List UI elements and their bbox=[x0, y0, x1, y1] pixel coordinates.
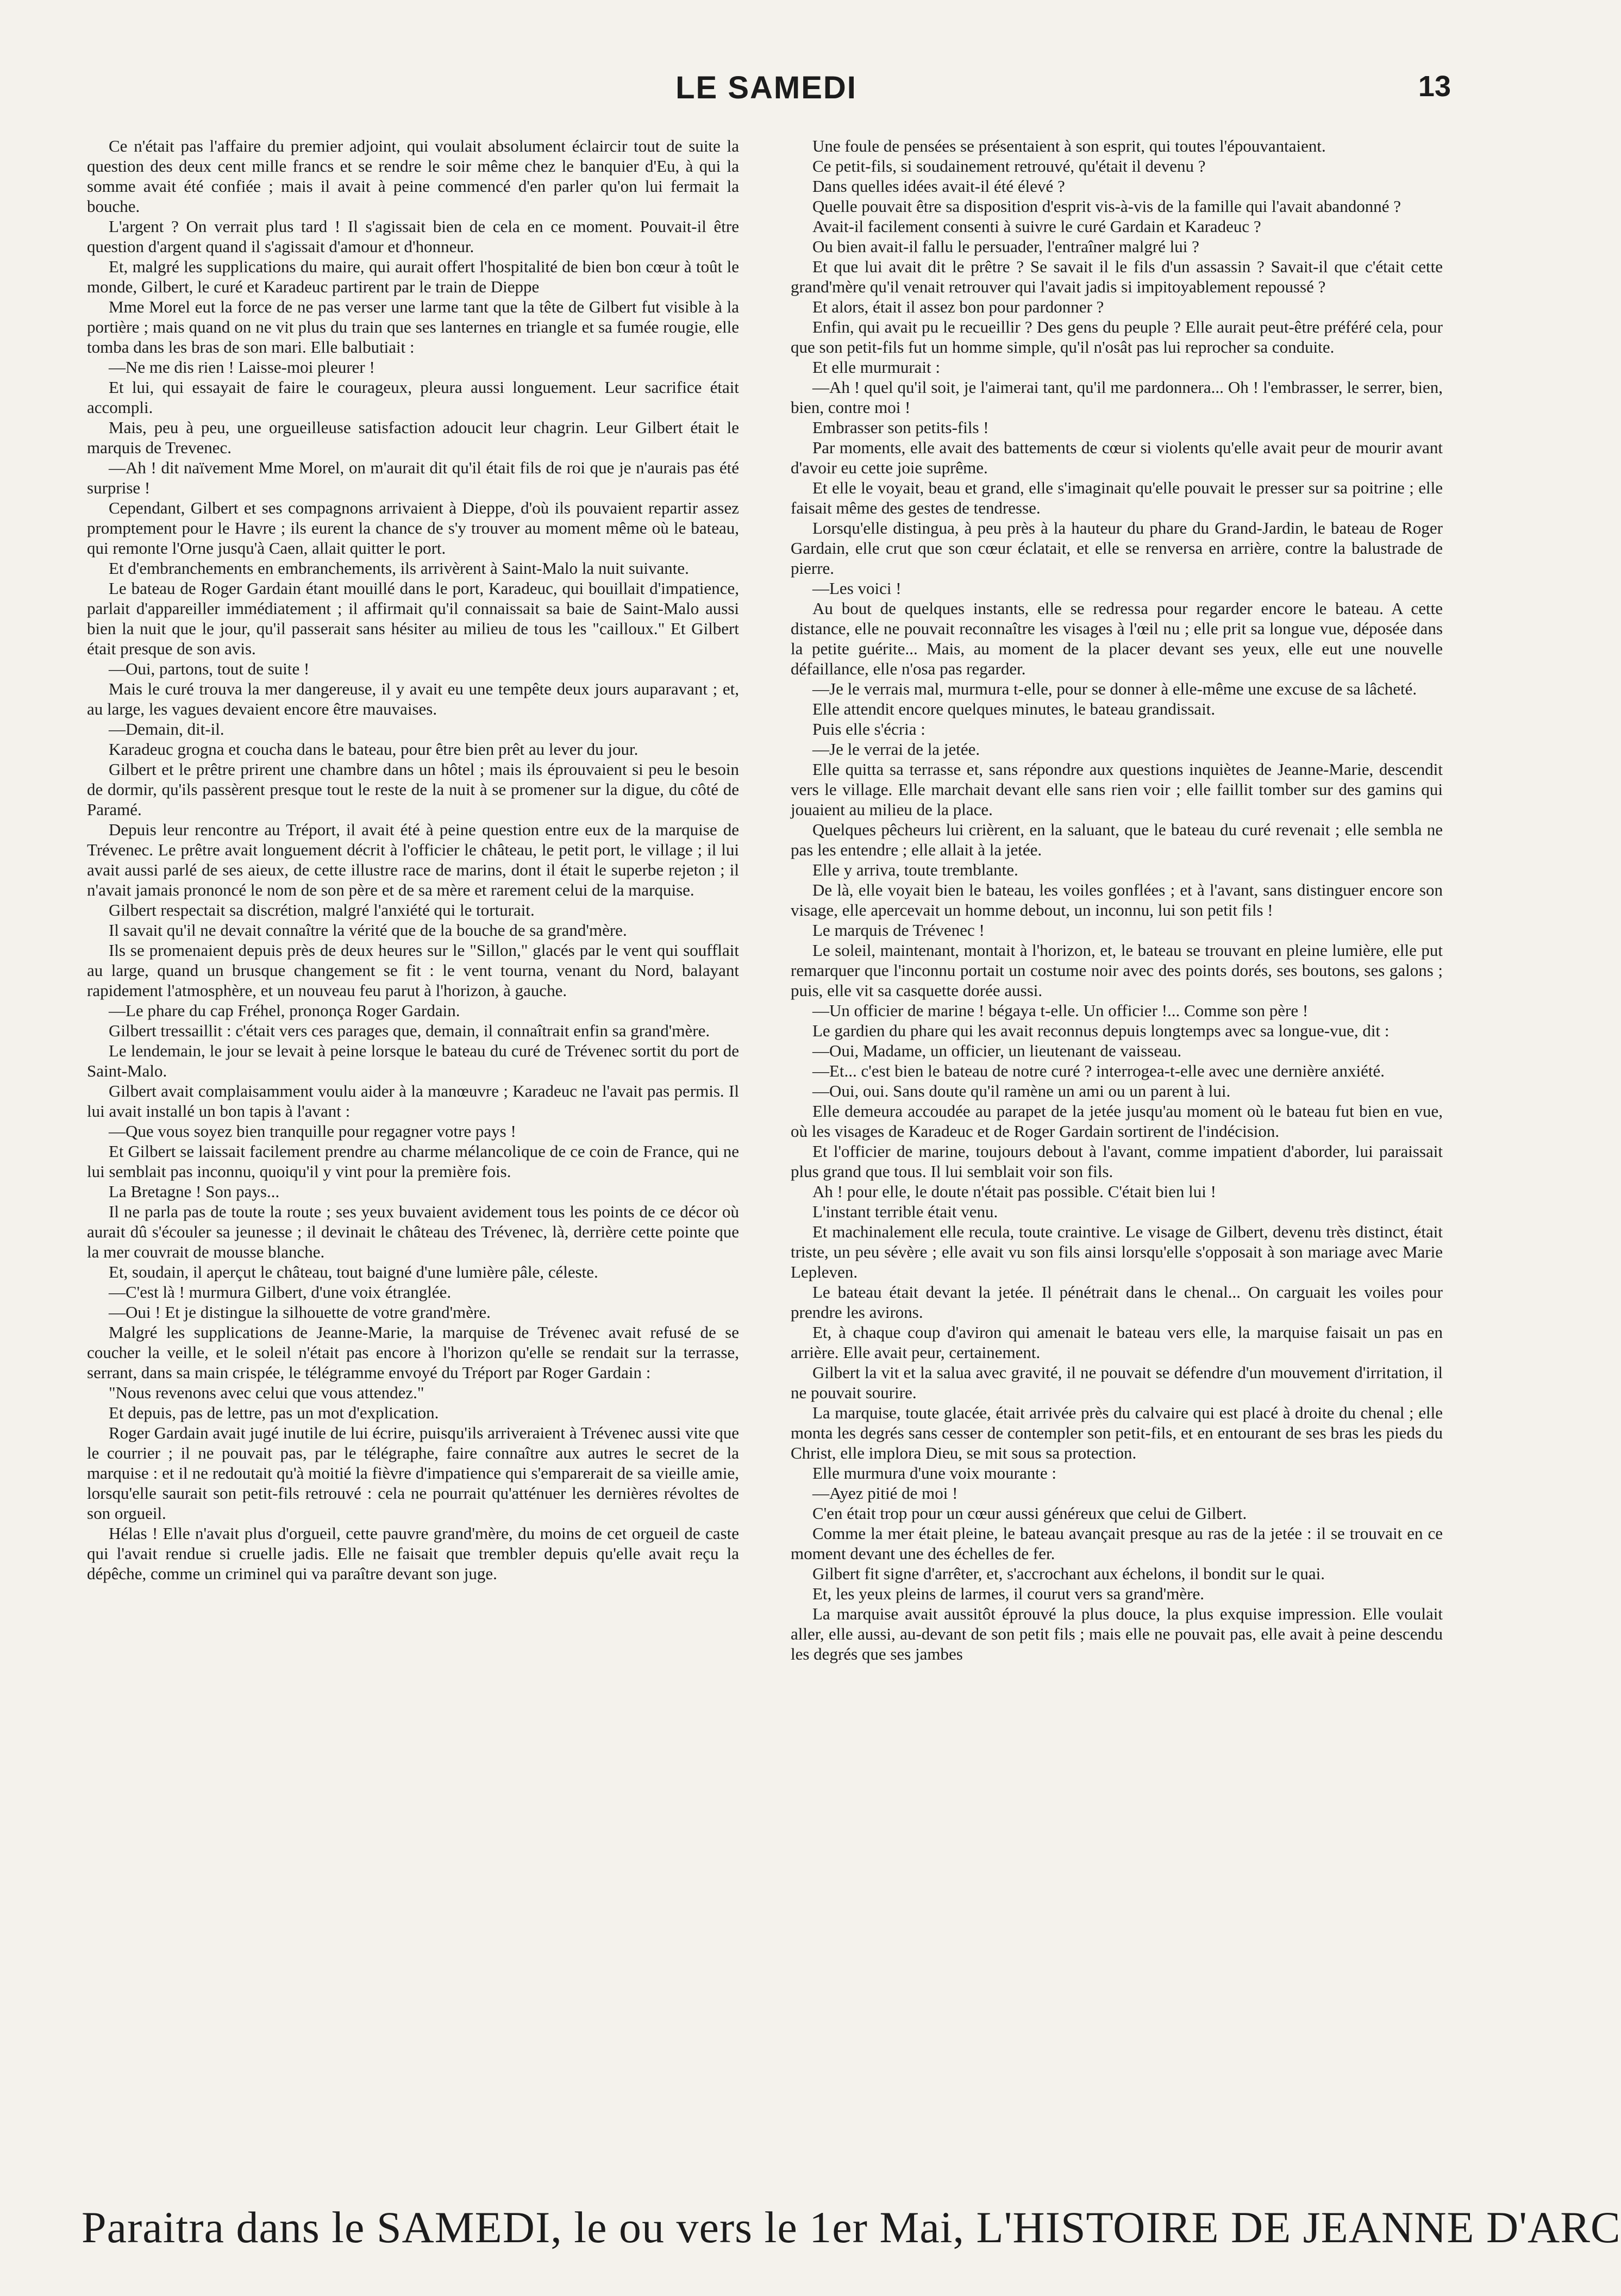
paragraph: Comme la mer était pleine, le bateau avançait presque au ras de la jetée : il se trouvait en ce moment devant une des échelles de fer. bbox=[791, 1524, 1443, 1563]
paragraph: Et Gilbert se laissait facilement prendre au charme mélancolique de ce coin de France, qui ne lui semblait pas inconnu, quoiqu'il y vint pour la première fois. bbox=[87, 1142, 739, 1181]
paragraph: Lorsqu'elle distingua, à peu près à la hauteur du phare du Grand-Jardin, le bateau de Roger Gardain, elle crut que son cœur éclatait, et elle se renversa en arrière, contre la balustrade de pierre. bbox=[791, 518, 1443, 578]
paragraph: De là, elle voyait bien le bateau, les voiles gonflées ; et à l'avant, sans distinguer encore son visage, elle apercevait un homme debout, un inconnu, lui son petit fils ! bbox=[791, 880, 1443, 919]
paragraph: Le lendemain, le jour se levait à peine lorsque le bateau du curé de Trévenec sortit du port de Saint-Malo. bbox=[87, 1041, 739, 1080]
paragraph: —Les voici ! bbox=[812, 579, 902, 598]
paragraph: Embrasser son petits-fils ! bbox=[812, 418, 989, 437]
paragraph: L'argent ? On verrait plus tard ! Il s'agissait bien de cela en ce moment. Pouvait-il être question d'argent quand il s'agissait d'amour et d'honneur. bbox=[87, 217, 739, 256]
article-column-left bbox=[87, 136, 739, 1584]
paragraph: —Ne me dis rien ! Laisse-moi pleurer ! bbox=[109, 358, 375, 377]
paragraph: Gilbert tressaillit : c'était vers ces parages que, demain, il connaîtrait enfin sa grand'mère. bbox=[109, 1021, 710, 1040]
paragraph: Elle y arriva, toute tremblante. bbox=[812, 860, 1018, 879]
page-number: 13 bbox=[1418, 70, 1451, 103]
paragraph: Et elle murmurait : bbox=[812, 358, 941, 377]
paragraph: Enfin, qui avait pu le recueillir ? Des gens du peuple ? Elle aurait peut-être préféré cela, pour que son petit-fils fut un homme simple, qu'il n'osât pas lui reprocher sa conduite. bbox=[791, 317, 1443, 356]
paragraph: —Je le verrais mal, murmura t-elle, pour se donner à elle-même une excuse de sa lâcheté. bbox=[812, 679, 1417, 698]
paragraph: —Je le verrai de la jetée. bbox=[812, 740, 980, 759]
paragraph: Ah ! pour elle, le doute n'était pas possible. C'était bien lui ! bbox=[812, 1182, 1216, 1201]
paragraph: Ou bien avait-il fallu le persuader, l'entraîner malgré lui ? bbox=[812, 237, 1199, 256]
paragraph: L'instant terrible était venu. bbox=[812, 1202, 998, 1221]
paragraph: Depuis leur rencontre au Tréport, il avait été à peine question entre eux de la marquise de Trévenec. Le prêtre avait longuement décrit à l'officier le château, le petit port, le village ; il lui avait aussi parlé de ses aieux, de cette illustre race de marins, dont il était le superbe rejeton ; il n'avait jamais prononcé le nom de son père et de sa mère et rarement celui de la marquise. bbox=[87, 820, 739, 899]
paragraph: Et que lui avait dit le prêtre ? Se savait il le fils d'un assassin ? Savait-il que c'était cette grand'mère qu'il venait retrouver qui l'avait jadis si impitoyablement repoussé ? bbox=[791, 257, 1443, 296]
paragraph: —Oui, oui. Sans doute qu'il ramène un ami ou un parent à lui. bbox=[812, 1081, 1231, 1100]
paragraph: Gilbert fit signe d'arrêter, et, s'accrochant aux échelons, il bondit sur le quai. bbox=[812, 1564, 1325, 1583]
paragraph: —C'est là ! murmura Gilbert, d'une voix étranglée. bbox=[109, 1282, 452, 1302]
paragraph: —Un officier de marine ! bégaya t-elle. Un officier !... Comme son père ! bbox=[812, 1001, 1309, 1020]
paragraph: Ce n'était pas l'affaire du premier adjoint, qui voulait absolument éclaircir tout de suite la question des deux cent mille francs et se rendre le soir même chez le banquier d'Eu, à qui la somme avait été confiée ; mais il avait à peine commencé d'en parler qu'on lui fermait la bouche. bbox=[87, 136, 739, 216]
paragraph: Mme Morel eut la force de ne pas verser une larme tant que la tête de Gilbert fut visible à la portière ; mais quand on ne vit plus du train que ses lanternes en triangle et sa fumée rougie, elle tomba dans les bras de son mari. Elle balbutiait : bbox=[87, 297, 739, 356]
paragraph: —Ayez pitié de moi ! bbox=[812, 1484, 958, 1503]
paragraph: Et, à chaque coup d'aviron qui amenait le bateau vers elle, la marquise faisait un pas en arrière. Elle avait peur, certainement. bbox=[791, 1323, 1443, 1362]
paragraph: —Oui, partons, tout de suite ! bbox=[109, 659, 310, 678]
paragraph: Malgré les supplications de Jeanne-Marie, la marquise de Trévenec avait refusé de se coucher la veille, et le soleil n'était pas encore à l'horizon qu'elle se rendait sur la terrasse, serrant, dans sa main crispée, le télégramme envoyé du Tréport par Roger Gardain : bbox=[87, 1323, 739, 1382]
announcement-footer: Paraitra dans le SAMEDI, le ou vers le 1er Mai, L'HISTOIRE DE JEANNE D'ARC bbox=[82, 2203, 1621, 2252]
paragraph: C'en était trop pour un cœur aussi généreux que celui de Gilbert. bbox=[812, 1504, 1247, 1523]
paragraph: Et lui, qui essayait de faire le courageux, pleura aussi longuement. Leur sacrifice était accompli. bbox=[87, 378, 739, 417]
paragraph: Mais le curé trouva la mer dangereuse, il y avait eu une tempête deux jours auparavant ; et, au large, les vagues devaient encore être mauvaises. bbox=[87, 679, 739, 718]
paragraph: Il ne parla pas de toute la route ; ses yeux buvaient avidement tous les points de ce décor où aurait dû s'écouler sa jeunesse ; il devinait le château des Trévenec, là, derrière cette pointe que la mer couvrait de mousse blanche. bbox=[87, 1202, 739, 1261]
paragraph: La marquise avait aussitôt éprouvé la plus douce, la plus exquise impression. Elle voulait aller, elle aussi, au-devant de son petit fils ; mais elle ne pouvait pas, elle avait à peine descendu les degrés que ses jambes bbox=[791, 1604, 1443, 1663]
paragraph: Et l'officier de marine, toujours debout à l'avant, comme impatient d'aborder, lui paraissait plus grand que tous. Il lui semblait voir son fils. bbox=[791, 1142, 1443, 1181]
paragraph: —Oui, Madame, un officier, un lieutenant de vaisseau. bbox=[812, 1041, 1182, 1060]
paragraph: Et, soudain, il aperçut le château, tout baigné d'une lumière pâle, céleste. bbox=[109, 1262, 598, 1281]
paragraph: Le soleil, maintenant, montait à l'horizon, et, le bateau se trouvant en pleine lumière, elle put remarquer que l'inconnu portait un costume noir avec des points dorés, ses boutons, ses galons ; puis, elle vit sa casquette dorée aussi. bbox=[791, 941, 1443, 1000]
paragraph: Et alors, était il assez bon pour pardonner ? bbox=[812, 297, 1104, 316]
paragraph: Avait-il facilement consenti à suivre le curé Gardain et Karadeuc ? bbox=[812, 217, 1261, 236]
paragraph: La Bretagne ! Son pays... bbox=[109, 1182, 280, 1201]
paragraph: Le bateau était devant la jetée. Il pénétrait dans le chenal... On carguait les voiles pour prendre les avirons. bbox=[791, 1282, 1443, 1322]
paragraph: Par moments, elle avait des battements de cœur si violents qu'elle avait peur de mourir avant d'avoir eu cette joie suprême. bbox=[791, 438, 1443, 477]
paragraph: —Et... c'est bien le bateau de notre curé ? interrogea-t-elle avec une dernière anxiété. bbox=[812, 1061, 1385, 1080]
paragraph: Quelle pouvait être sa disposition d'esprit vis-à-vis de la famille qui l'avait abandonné ? bbox=[812, 197, 1401, 216]
paragraph: Quelques pêcheurs lui crièrent, en la saluant, que le bateau du curé revenait ; elle sembla ne pas les entendre ; elle allait à la jetée. bbox=[791, 820, 1443, 859]
paragraph: La marquise, toute glacée, était arrivée près du calvaire qui est placé à droite du chenal ; elle monta les degrés sans cesser de contempler son petit-fils, et en entourant de ses bras les pieds du Christ, elle implora Dieu, se mit sous sa protection. bbox=[791, 1403, 1443, 1462]
paragraph: Roger Gardain avait jugé inutile de lui écrire, puisqu'ils arriveraient à Trévenec aussi vite que le courrier ; il ne pouvait pas, par le télégraphe, faire connaître aux autres le secret de la marquise : et il ne redoutait qu'à moitié la fièvre d'impatience qui s'emparerait de sa vieille amie, lorsqu'elle saurait son petit-fils retrouvé : cela ne pourrait qu'atténuer les dernières révoltes de son orgueil. bbox=[87, 1423, 739, 1523]
paragraph: —Demain, dit-il. bbox=[109, 720, 224, 739]
paragraph: —Oui ! Et je distingue la silhouette de votre grand'mère. bbox=[109, 1303, 491, 1322]
paragraph: Gilbert la vit et la salua avec gravité, il ne pouvait se défendre d'un mouvement d'irritation, il ne pouvait sourire. bbox=[791, 1363, 1443, 1402]
paragraph: Gilbert avait complaisamment voulu aider à la manœuvre ; Karadeuc ne l'avait pas permis. Il lui avait installé un bon tapis à l'avant : bbox=[87, 1081, 739, 1121]
paragraph: Au bout de quelques instants, elle se redressa pour regarder encore le bateau. A cette distance, elle ne pouvait reconnaître les visages à l'œil nu ; elle prit sa longue vue, déposée dans la petite guérite... Mais, au moment de la placer devant ses yeux, elle eut une nouvelle défaillance, elle n'osa pas regarder. bbox=[791, 599, 1443, 678]
article-column-right bbox=[791, 136, 1443, 1664]
paragraph: —Ah ! quel qu'il soit, je l'aimerai tant, qu'il me pardonnera... Oh ! l'embrasser, le serrer, bien, bien, contre moi ! bbox=[791, 378, 1443, 417]
paragraph: Cependant, Gilbert et ses compagnons arrivaient à Dieppe, d'où ils pouvaient repartir assez promptement pour le Havre ; ils eurent la chance de s'y trouver au moment même où le bateau, qui remonte l'Orne jusqu'à Caen, allait quitter le port. bbox=[87, 498, 739, 558]
page-header bbox=[82, 70, 1451, 113]
paragraph: Hélas ! Elle n'avait plus d'orgueil, cette pauvre grand'mère, du moins de cet orgueil de caste qui l'avait rendue si cruelle jadis. Elle ne faisait que trembler depuis qu'elle avait reçu la dépêche, comme un criminel qui va paraître devant son juge. bbox=[87, 1524, 739, 1583]
paragraph: Elle quitta sa terrasse et, sans répondre aux questions inquiètes de Jeanne-Marie, descendit vers le village. Elle marchait devant elle sans rien voir ; elle faillit tomber sur des gamins qui jouaient au milieu de la place. bbox=[791, 760, 1443, 819]
paragraph: Et elle le voyait, beau et grand, elle s'imaginait qu'elle pouvait le presser sur sa poitrine ; elle faisait même des gestes de tendresse. bbox=[791, 478, 1443, 517]
paragraph: Mais, peu à peu, une orgueilleuse satisfaction adoucit leur chagrin. Leur Gilbert était le marquis de Trevenec. bbox=[87, 418, 739, 457]
paragraph: Gilbert et le prêtre prirent une chambre dans un hôtel ; mais ils éprouvaient si peu le besoin de dormir, qu'ils passèrent presque tout le reste de la nuit à se promener sur la digue, du côté de Paramé. bbox=[87, 760, 739, 819]
paragraph: Et, les yeux pleins de larmes, il courut vers sa grand'mère. bbox=[812, 1584, 1204, 1603]
paragraph: Et depuis, pas de lettre, pas un mot d'explication. bbox=[109, 1403, 439, 1422]
paragraph: Karadeuc grogna et coucha dans le bateau, pour être bien prêt au lever du jour. bbox=[109, 740, 639, 759]
paragraph: "Nous revenons avec celui que vous attendez." bbox=[109, 1383, 424, 1402]
paragraph: Elle attendit encore quelques minutes, le bateau grandissait. bbox=[812, 699, 1216, 718]
paragraph: Et machinalement elle recula, toute craintive. Le visage de Gilbert, devenu très distinct, était triste, un peu sévère ; elle avait vu son fils ainsi lorsqu'elle s'opposait à son mariage avec Marie Lepleven. bbox=[791, 1222, 1443, 1281]
paragraph: —Ah ! dit naïvement Mme Morel, on m'aurait dit qu'il était fils de roi que je n'aurais pas été surprise ! bbox=[87, 458, 739, 497]
paragraph: Dans quelles idées avait-il été élevé ? bbox=[812, 177, 1065, 196]
paragraph: —Le phare du cap Fréhel, prononça Roger Gardain. bbox=[109, 1001, 460, 1020]
paragraph: Une foule de pensées se présentaient à son esprit, qui toutes l'épouvantaient. bbox=[812, 136, 1326, 155]
paragraph: Et, malgré les supplications du maire, qui aurait offert l'hospitalité de bien bon cœur à toût le monde, Gilbert, le curé et Karadeuc partirent par le train de Dieppe bbox=[87, 257, 739, 296]
paragraph: Le marquis de Trévenec ! bbox=[812, 921, 985, 940]
journal-title: LE SAMEDI bbox=[675, 70, 857, 105]
paragraph: Elle demeura accoudée au parapet de la jetée jusqu'au moment où le bateau fut bien en vue, où les visages de Karadeuc et de Roger Gardain sortirent de l'indécision. bbox=[791, 1102, 1443, 1141]
paragraph: Le bateau de Roger Gardain étant mouillé dans le port, Karadeuc, qui bouillait d'impatience, parlait d'appareiller immédiatement ; il affirmait qu'il connaissait sa baie de Saint-Malo aussi bien la nuit que le jour, qu'il passerait sans hésiter au milieu de tous les "cailloux." Et Gilbert était presque de son avis. bbox=[87, 579, 739, 658]
paragraph: Et d'embranchements en embranchements, ils arrivèrent à Saint-Malo la nuit suivante. bbox=[109, 559, 689, 578]
paragraph: —Que vous soyez bien tranquille pour regagner votre pays ! bbox=[109, 1122, 516, 1141]
paragraph: Gilbert respectait sa discrétion, malgré l'anxiété qui le torturait. bbox=[109, 900, 535, 919]
paragraph: Le gardien du phare qui les avait reconnus depuis longtemps avec sa longue-vue, dit : bbox=[812, 1021, 1390, 1040]
paragraph: Elle murmura d'une voix mourante : bbox=[812, 1463, 1056, 1482]
paragraph: Puis elle s'écria : bbox=[812, 720, 925, 739]
paragraph: Ils se promenaient depuis près de deux heures sur le "Sillon," glacés par le vent qui soufflait au large, quand un brusque changement se fit : le vent tourna, venant du Nord, balayant rapidement l'atmosphère, et un nouveau feu parut à l'horizon, à gauche. bbox=[87, 941, 739, 1000]
paragraph: Ce petit-fils, si soudainement retrouvé, qu'était il devenu ? bbox=[812, 157, 1206, 176]
paragraph: Il savait qu'il ne devait connaître la vérité que de la bouche de sa grand'mère. bbox=[109, 921, 627, 940]
